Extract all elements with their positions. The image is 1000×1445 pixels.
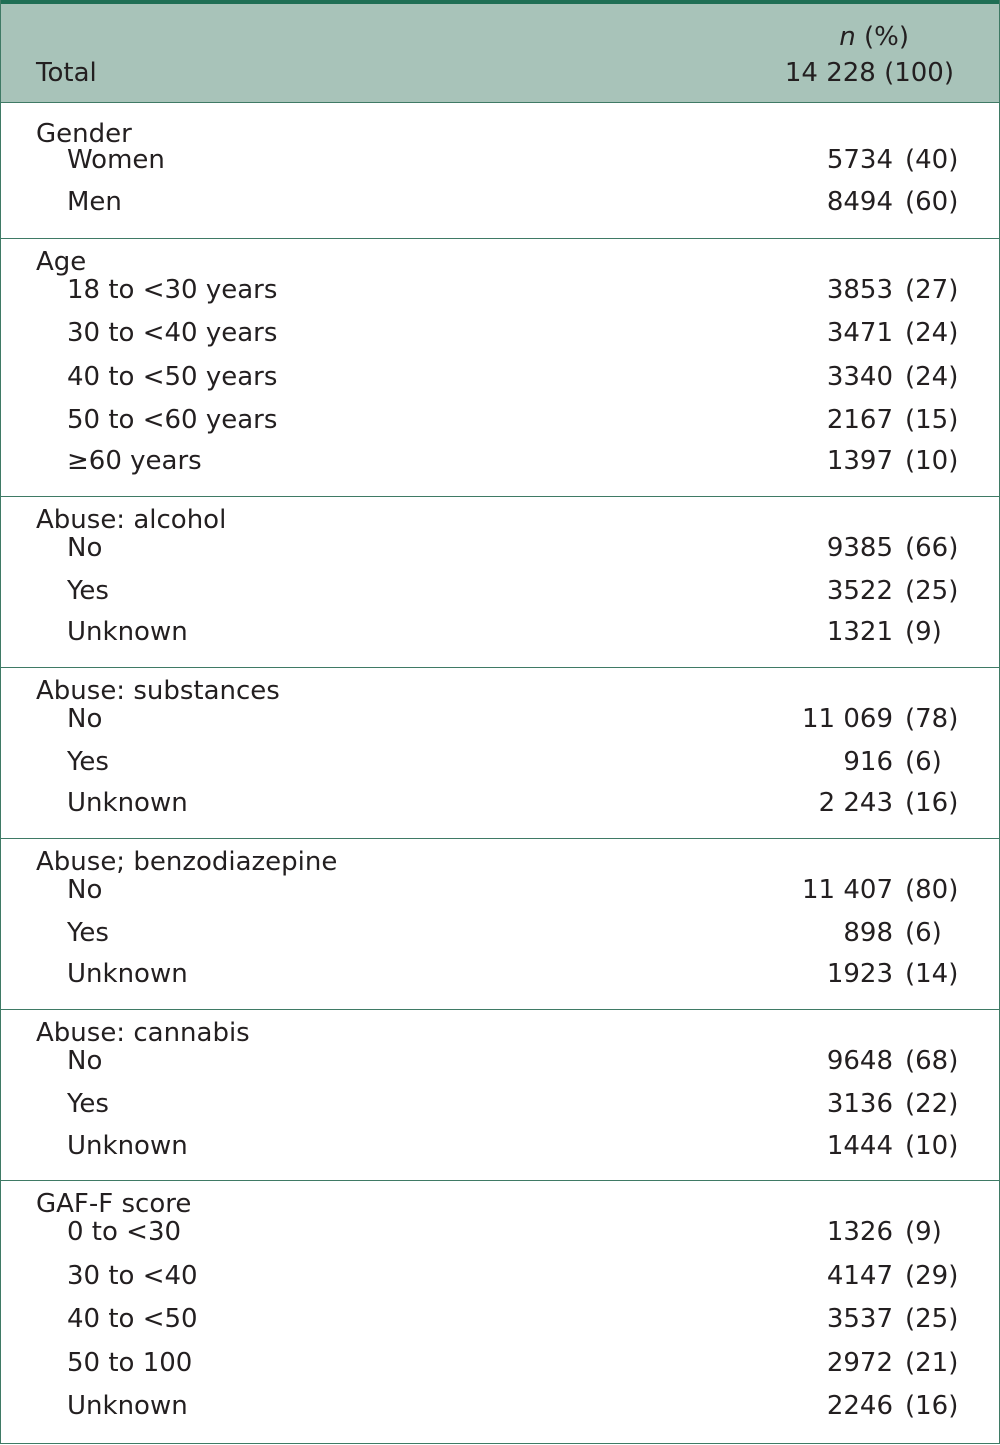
section-title: Abuse: cannabis bbox=[36, 1018, 250, 1048]
row-count: 2 243 bbox=[818, 788, 893, 818]
row-count: 11 069 bbox=[802, 704, 893, 734]
row-label: Yes bbox=[67, 747, 109, 777]
row-label: No bbox=[67, 1046, 103, 1076]
row-percent: (6) bbox=[905, 747, 942, 777]
row-percent: (22) bbox=[905, 1089, 959, 1119]
row-label: 50 to <60 years bbox=[67, 405, 278, 435]
row-count: 4147 bbox=[826, 1261, 893, 1291]
section-abuse-benzodiazepine bbox=[1, 838, 999, 1010]
row-percent: (21) bbox=[905, 1348, 959, 1378]
row-count: 3471 bbox=[826, 318, 893, 348]
row-count: 5734 bbox=[826, 145, 893, 175]
row-label: Yes bbox=[67, 1089, 109, 1119]
row-label: 30 to <40 years bbox=[67, 318, 278, 348]
row-count: 3522 bbox=[826, 576, 893, 606]
row-count: 2246 bbox=[826, 1391, 893, 1421]
row-percent: (78) bbox=[905, 704, 959, 734]
total-label: Total bbox=[36, 58, 97, 88]
row-count: 3853 bbox=[826, 275, 893, 305]
section-title: Age bbox=[36, 247, 87, 277]
row-count: 916 bbox=[843, 747, 893, 777]
section-gaf-f-score bbox=[1, 1180, 999, 1444]
section-abuse-alcohol bbox=[1, 496, 999, 668]
row-percent: (66) bbox=[905, 533, 959, 563]
row-count: 3136 bbox=[826, 1089, 893, 1119]
row-percent: (25) bbox=[905, 1304, 959, 1334]
row-count: 1444 bbox=[826, 1131, 893, 1161]
row-count: 898 bbox=[843, 918, 893, 948]
table-header bbox=[1, 4, 999, 103]
row-count: 1397 bbox=[826, 446, 893, 476]
row-label: 0 to <30 bbox=[67, 1217, 182, 1247]
percent-symbol: (%) bbox=[864, 22, 909, 52]
row-count: 1321 bbox=[826, 617, 893, 647]
row-label: 30 to <40 bbox=[67, 1261, 198, 1291]
row-count: 1326 bbox=[826, 1217, 893, 1247]
section-title: GAF-F score bbox=[36, 1189, 192, 1219]
row-percent: (16) bbox=[905, 1391, 959, 1421]
n-percent-heading bbox=[839, 22, 909, 52]
row-percent: (6) bbox=[905, 918, 942, 948]
row-percent: (60) bbox=[905, 187, 959, 217]
row-percent: (80) bbox=[905, 875, 959, 905]
row-percent: (24) bbox=[905, 362, 959, 392]
row-count: 9385 bbox=[826, 533, 893, 563]
row-label: No bbox=[67, 875, 103, 905]
row-percent: (10) bbox=[905, 1131, 959, 1161]
row-label: 40 to <50 bbox=[67, 1304, 198, 1334]
row-label: 50 to 100 bbox=[67, 1348, 193, 1378]
section-abuse-substances bbox=[1, 667, 999, 839]
row-label: No bbox=[67, 704, 103, 734]
row-label: Unknown bbox=[67, 959, 188, 989]
row-label: Unknown bbox=[67, 617, 188, 647]
row-percent: (29) bbox=[905, 1261, 959, 1291]
row-count: 1923 bbox=[826, 959, 893, 989]
row-percent: (16) bbox=[905, 788, 959, 818]
row-label: No bbox=[67, 533, 103, 563]
section-abuse-cannabis bbox=[1, 1009, 999, 1181]
row-count: 2167 bbox=[826, 405, 893, 435]
row-label: ≥60 years bbox=[67, 446, 202, 476]
row-label: Women bbox=[67, 145, 165, 175]
section-age bbox=[1, 238, 999, 497]
row-label: 18 to <30 years bbox=[67, 275, 278, 305]
row-percent: (27) bbox=[905, 275, 959, 305]
row-percent: (24) bbox=[905, 318, 959, 348]
row-label: Unknown bbox=[67, 1391, 188, 1421]
row-label: 40 to <50 years bbox=[67, 362, 278, 392]
section-title: Abuse: substances bbox=[36, 676, 280, 706]
row-count: 3537 bbox=[826, 1304, 893, 1334]
total-value: 14 228 (100) bbox=[784, 58, 954, 88]
row-count: 3340 bbox=[826, 362, 893, 392]
row-count: 9648 bbox=[826, 1046, 893, 1076]
row-percent: (68) bbox=[905, 1046, 959, 1076]
row-percent: (40) bbox=[905, 145, 959, 175]
row-label: Men bbox=[67, 187, 122, 217]
n-symbol: n bbox=[839, 22, 856, 52]
row-percent: (25) bbox=[905, 576, 959, 606]
row-label: Yes bbox=[67, 576, 109, 606]
row-label: Yes bbox=[67, 918, 109, 948]
row-label: Unknown bbox=[67, 1131, 188, 1161]
section-title: Gender bbox=[36, 119, 132, 149]
row-percent: (10) bbox=[905, 446, 959, 476]
section-title: Abuse; benzodiazepine bbox=[36, 847, 338, 877]
row-percent: (15) bbox=[905, 405, 959, 435]
row-percent: (9) bbox=[905, 1217, 942, 1247]
row-label: Unknown bbox=[67, 788, 188, 818]
row-count: 11 407 bbox=[802, 875, 893, 905]
row-percent: (14) bbox=[905, 959, 959, 989]
row-count: 2972 bbox=[826, 1348, 893, 1378]
row-percent: (9) bbox=[905, 617, 942, 647]
section-gender bbox=[1, 103, 999, 238]
row-count: 8494 bbox=[826, 187, 893, 217]
section-title: Abuse: alcohol bbox=[36, 505, 227, 535]
